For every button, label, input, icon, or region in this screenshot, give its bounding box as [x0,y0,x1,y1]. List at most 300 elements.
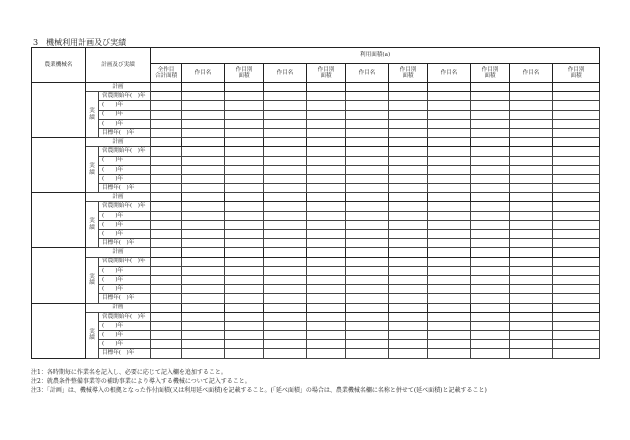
crop-area-cell[interactable] [553,257,600,266]
crop-name-cell[interactable] [346,248,389,257]
crop-area-cell[interactable] [307,349,346,358]
crop-area-cell[interactable] [553,331,600,340]
crop-area-cell[interactable] [471,156,510,165]
crop-area-cell[interactable] [471,101,510,110]
crop-name-cell[interactable] [182,340,225,349]
crop-area-cell[interactable] [307,174,346,183]
crop-area-cell[interactable] [307,110,346,119]
crop-name-cell[interactable] [346,101,389,110]
machine-name-cell[interactable] [32,303,86,358]
crop-area-cell[interactable] [471,138,510,147]
machine-name-cell[interactable] [32,138,86,193]
crop-name-cell[interactable] [264,230,307,239]
crop-area-cell[interactable] [225,349,264,358]
crop-name-cell[interactable] [346,83,389,92]
crop-area-cell[interactable] [389,92,428,101]
crop-area-cell[interactable] [553,303,600,312]
crop-area-cell[interactable] [389,83,428,92]
crop-area-cell[interactable] [389,211,428,220]
crop-name-cell[interactable] [428,349,471,358]
crop-name-cell[interactable] [510,321,553,330]
crop-name-cell[interactable] [346,211,389,220]
crop-area-cell[interactable] [225,138,264,147]
crop-name-cell[interactable] [264,257,307,266]
total-area-cell[interactable] [151,147,182,156]
crop-area-cell[interactable] [225,119,264,128]
crop-name-cell[interactable] [182,211,225,220]
crop-name-cell[interactable] [264,101,307,110]
crop-area-cell[interactable] [307,119,346,128]
crop-area-cell[interactable] [471,202,510,211]
crop-name-cell[interactable] [182,312,225,321]
crop-area-cell[interactable] [553,321,600,330]
total-area-cell[interactable] [151,321,182,330]
crop-area-cell[interactable] [389,303,428,312]
crop-name-cell[interactable] [346,321,389,330]
crop-name-cell[interactable] [428,266,471,275]
crop-name-cell[interactable] [182,303,225,312]
crop-area-cell[interactable] [389,239,428,248]
crop-area-cell[interactable] [225,202,264,211]
crop-name-cell[interactable] [510,340,553,349]
crop-area-cell[interactable] [471,128,510,137]
crop-name-cell[interactable] [182,165,225,174]
crop-area-cell[interactable] [307,220,346,229]
crop-name-cell[interactable] [264,266,307,275]
crop-name-cell[interactable] [264,119,307,128]
crop-name-cell[interactable] [510,110,553,119]
crop-name-cell[interactable] [428,303,471,312]
crop-area-cell[interactable] [389,312,428,321]
crop-area-cell[interactable] [471,349,510,358]
total-area-cell[interactable] [151,257,182,266]
crop-area-cell[interactable] [471,275,510,284]
crop-name-cell[interactable] [428,275,471,284]
total-area-cell[interactable] [151,230,182,239]
crop-area-cell[interactable] [471,239,510,248]
crop-name-cell[interactable] [428,340,471,349]
crop-name-cell[interactable] [346,174,389,183]
crop-name-cell[interactable] [346,257,389,266]
crop-area-cell[interactable] [471,165,510,174]
crop-name-cell[interactable] [510,147,553,156]
crop-area-cell[interactable] [389,147,428,156]
crop-name-cell[interactable] [264,193,307,202]
crop-area-cell[interactable] [389,340,428,349]
crop-name-cell[interactable] [510,193,553,202]
crop-name-cell[interactable] [510,294,553,303]
crop-name-cell[interactable] [428,128,471,137]
crop-area-cell[interactable] [307,101,346,110]
total-area-cell[interactable] [151,174,182,183]
crop-name-cell[interactable] [510,257,553,266]
crop-area-cell[interactable] [471,92,510,101]
crop-name-cell[interactable] [264,220,307,229]
crop-area-cell[interactable] [553,174,600,183]
crop-area-cell[interactable] [471,147,510,156]
crop-area-cell[interactable] [553,128,600,137]
crop-area-cell[interactable] [225,110,264,119]
crop-name-cell[interactable] [182,156,225,165]
crop-area-cell[interactable] [471,340,510,349]
crop-name-cell[interactable] [182,147,225,156]
crop-area-cell[interactable] [225,101,264,110]
crop-area-cell[interactable] [471,257,510,266]
crop-name-cell[interactable] [182,184,225,193]
total-area-cell[interactable] [151,92,182,101]
crop-name-cell[interactable] [346,92,389,101]
crop-area-cell[interactable] [225,294,264,303]
crop-area-cell[interactable] [471,119,510,128]
crop-area-cell[interactable] [389,101,428,110]
crop-area-cell[interactable] [553,92,600,101]
crop-name-cell[interactable] [428,312,471,321]
crop-name-cell[interactable] [346,294,389,303]
crop-name-cell[interactable] [428,220,471,229]
crop-name-cell[interactable] [264,349,307,358]
crop-area-cell[interactable] [307,266,346,275]
crop-area-cell[interactable] [389,349,428,358]
crop-area-cell[interactable] [307,321,346,330]
crop-name-cell[interactable] [510,312,553,321]
crop-area-cell[interactable] [225,174,264,183]
crop-name-cell[interactable] [264,128,307,137]
crop-area-cell[interactable] [307,248,346,257]
total-area-cell[interactable] [151,110,182,119]
crop-name-cell[interactable] [428,147,471,156]
crop-name-cell[interactable] [510,220,553,229]
crop-area-cell[interactable] [553,101,600,110]
crop-area-cell[interactable] [389,257,428,266]
crop-area-cell[interactable] [471,184,510,193]
crop-name-cell[interactable] [510,101,553,110]
crop-name-cell[interactable] [264,312,307,321]
total-area-cell[interactable] [151,101,182,110]
total-area-cell[interactable] [151,193,182,202]
crop-area-cell[interactable] [553,220,600,229]
crop-area-cell[interactable] [225,257,264,266]
total-area-cell[interactable] [151,211,182,220]
crop-name-cell[interactable] [346,184,389,193]
crop-area-cell[interactable] [225,220,264,229]
total-area-cell[interactable] [151,248,182,257]
crop-area-cell[interactable] [471,285,510,294]
crop-area-cell[interactable] [389,138,428,147]
crop-name-cell[interactable] [510,92,553,101]
crop-name-cell[interactable] [264,340,307,349]
total-area-cell[interactable] [151,220,182,229]
crop-name-cell[interactable] [510,119,553,128]
crop-area-cell[interactable] [553,285,600,294]
crop-area-cell[interactable] [307,211,346,220]
crop-name-cell[interactable] [346,230,389,239]
crop-area-cell[interactable] [389,184,428,193]
total-area-cell[interactable] [151,138,182,147]
crop-area-cell[interactable] [471,312,510,321]
crop-area-cell[interactable] [225,156,264,165]
crop-name-cell[interactable] [182,110,225,119]
crop-area-cell[interactable] [389,174,428,183]
crop-name-cell[interactable] [428,211,471,220]
crop-area-cell[interactable] [307,340,346,349]
crop-name-cell[interactable] [264,248,307,257]
total-area-cell[interactable] [151,239,182,248]
crop-area-cell[interactable] [553,119,600,128]
crop-name-cell[interactable] [428,257,471,266]
crop-name-cell[interactable] [510,128,553,137]
crop-name-cell[interactable] [346,266,389,275]
total-area-cell[interactable] [151,285,182,294]
crop-name-cell[interactable] [182,101,225,110]
crop-area-cell[interactable] [307,83,346,92]
crop-area-cell[interactable] [307,147,346,156]
crop-name-cell[interactable] [510,331,553,340]
crop-name-cell[interactable] [182,294,225,303]
crop-area-cell[interactable] [553,202,600,211]
crop-area-cell[interactable] [553,184,600,193]
crop-area-cell[interactable] [471,321,510,330]
crop-name-cell[interactable] [510,285,553,294]
crop-name-cell[interactable] [182,275,225,284]
crop-name-cell[interactable] [182,128,225,137]
total-area-cell[interactable] [151,119,182,128]
crop-name-cell[interactable] [264,92,307,101]
crop-area-cell[interactable] [225,340,264,349]
total-area-cell[interactable] [151,303,182,312]
machine-name-cell[interactable] [32,83,86,138]
crop-area-cell[interactable] [553,211,600,220]
crop-name-cell[interactable] [182,138,225,147]
crop-area-cell[interactable] [553,230,600,239]
crop-area-cell[interactable] [225,211,264,220]
crop-area-cell[interactable] [389,285,428,294]
crop-area-cell[interactable] [225,239,264,248]
crop-area-cell[interactable] [553,110,600,119]
crop-name-cell[interactable] [264,156,307,165]
crop-area-cell[interactable] [553,275,600,284]
crop-area-cell[interactable] [553,156,600,165]
crop-area-cell[interactable] [389,165,428,174]
crop-name-cell[interactable] [428,156,471,165]
crop-area-cell[interactable] [307,257,346,266]
crop-area-cell[interactable] [307,138,346,147]
crop-name-cell[interactable] [428,230,471,239]
crop-name-cell[interactable] [346,147,389,156]
crop-area-cell[interactable] [307,128,346,137]
crop-name-cell[interactable] [264,275,307,284]
total-area-cell[interactable] [151,266,182,275]
total-area-cell[interactable] [151,294,182,303]
crop-name-cell[interactable] [428,248,471,257]
crop-name-cell[interactable] [510,211,553,220]
crop-area-cell[interactable] [307,202,346,211]
crop-name-cell[interactable] [182,174,225,183]
total-area-cell[interactable] [151,165,182,174]
crop-name-cell[interactable] [346,349,389,358]
total-area-cell[interactable] [151,202,182,211]
crop-name-cell[interactable] [346,340,389,349]
total-area-cell[interactable] [151,83,182,92]
crop-name-cell[interactable] [182,230,225,239]
total-area-cell[interactable] [151,128,182,137]
crop-name-cell[interactable] [346,331,389,340]
machine-name-cell[interactable] [32,248,86,303]
crop-name-cell[interactable] [428,294,471,303]
crop-name-cell[interactable] [264,239,307,248]
crop-area-cell[interactable] [307,184,346,193]
crop-area-cell[interactable] [225,303,264,312]
crop-name-cell[interactable] [264,83,307,92]
crop-area-cell[interactable] [389,294,428,303]
crop-name-cell[interactable] [182,83,225,92]
total-area-cell[interactable] [151,331,182,340]
crop-name-cell[interactable] [264,184,307,193]
crop-area-cell[interactable] [389,275,428,284]
crop-area-cell[interactable] [471,211,510,220]
crop-area-cell[interactable] [471,294,510,303]
crop-area-cell[interactable] [389,331,428,340]
crop-area-cell[interactable] [307,294,346,303]
crop-name-cell[interactable] [510,239,553,248]
crop-area-cell[interactable] [471,230,510,239]
crop-area-cell[interactable] [471,266,510,275]
total-area-cell[interactable] [151,275,182,284]
crop-area-cell[interactable] [389,128,428,137]
crop-area-cell[interactable] [553,294,600,303]
crop-name-cell[interactable] [510,156,553,165]
crop-name-cell[interactable] [346,128,389,137]
crop-name-cell[interactable] [510,303,553,312]
crop-name-cell[interactable] [346,193,389,202]
crop-area-cell[interactable] [553,193,600,202]
crop-area-cell[interactable] [553,248,600,257]
crop-name-cell[interactable] [346,138,389,147]
crop-name-cell[interactable] [264,331,307,340]
total-area-cell[interactable] [151,156,182,165]
crop-area-cell[interactable] [389,202,428,211]
crop-name-cell[interactable] [346,275,389,284]
crop-name-cell[interactable] [264,174,307,183]
crop-area-cell[interactable] [389,230,428,239]
crop-area-cell[interactable] [225,184,264,193]
crop-name-cell[interactable] [346,239,389,248]
crop-name-cell[interactable] [182,266,225,275]
crop-name-cell[interactable] [182,285,225,294]
crop-area-cell[interactable] [389,266,428,275]
crop-area-cell[interactable] [225,321,264,330]
crop-name-cell[interactable] [182,239,225,248]
crop-name-cell[interactable] [346,165,389,174]
crop-name-cell[interactable] [510,174,553,183]
crop-name-cell[interactable] [182,193,225,202]
crop-area-cell[interactable] [307,275,346,284]
crop-name-cell[interactable] [510,165,553,174]
crop-name-cell[interactable] [428,119,471,128]
crop-name-cell[interactable] [346,312,389,321]
crop-area-cell[interactable] [471,193,510,202]
crop-area-cell[interactable] [225,230,264,239]
crop-name-cell[interactable] [264,147,307,156]
crop-name-cell[interactable] [428,165,471,174]
crop-area-cell[interactable] [389,119,428,128]
total-area-cell[interactable] [151,349,182,358]
crop-name-cell[interactable] [510,266,553,275]
crop-name-cell[interactable] [428,285,471,294]
crop-name-cell[interactable] [510,202,553,211]
crop-area-cell[interactable] [389,321,428,330]
crop-area-cell[interactable] [471,220,510,229]
crop-area-cell[interactable] [307,285,346,294]
crop-area-cell[interactable] [307,303,346,312]
crop-area-cell[interactable] [307,331,346,340]
crop-area-cell[interactable] [471,83,510,92]
crop-area-cell[interactable] [389,248,428,257]
crop-area-cell[interactable] [389,193,428,202]
crop-name-cell[interactable] [428,331,471,340]
crop-name-cell[interactable] [428,193,471,202]
crop-area-cell[interactable] [225,248,264,257]
crop-area-cell[interactable] [225,128,264,137]
crop-area-cell[interactable] [553,340,600,349]
crop-name-cell[interactable] [510,138,553,147]
crop-name-cell[interactable] [428,138,471,147]
crop-area-cell[interactable] [471,248,510,257]
crop-area-cell[interactable] [471,303,510,312]
crop-name-cell[interactable] [346,156,389,165]
crop-name-cell[interactable] [510,184,553,193]
crop-area-cell[interactable] [225,312,264,321]
crop-area-cell[interactable] [225,275,264,284]
crop-name-cell[interactable] [510,83,553,92]
crop-name-cell[interactable] [510,275,553,284]
crop-name-cell[interactable] [428,202,471,211]
crop-area-cell[interactable] [553,138,600,147]
crop-name-cell[interactable] [182,92,225,101]
crop-name-cell[interactable] [182,202,225,211]
crop-area-cell[interactable] [471,331,510,340]
crop-name-cell[interactable] [428,110,471,119]
crop-area-cell[interactable] [553,147,600,156]
crop-area-cell[interactable] [307,92,346,101]
machine-name-cell[interactable] [32,193,86,248]
crop-name-cell[interactable] [346,119,389,128]
crop-name-cell[interactable] [264,211,307,220]
crop-name-cell[interactable] [182,248,225,257]
crop-name-cell[interactable] [264,294,307,303]
crop-name-cell[interactable] [510,248,553,257]
crop-name-cell[interactable] [182,331,225,340]
crop-area-cell[interactable] [307,156,346,165]
crop-name-cell[interactable] [182,220,225,229]
crop-area-cell[interactable] [389,110,428,119]
crop-name-cell[interactable] [346,220,389,229]
crop-name-cell[interactable] [428,321,471,330]
crop-area-cell[interactable] [307,239,346,248]
crop-area-cell[interactable] [307,165,346,174]
crop-name-cell[interactable] [510,349,553,358]
total-area-cell[interactable] [151,340,182,349]
crop-name-cell[interactable] [346,285,389,294]
crop-area-cell[interactable] [471,110,510,119]
crop-name-cell[interactable] [428,239,471,248]
total-area-cell[interactable] [151,184,182,193]
crop-name-cell[interactable] [346,110,389,119]
total-area-cell[interactable] [151,312,182,321]
crop-name-cell[interactable] [182,349,225,358]
crop-name-cell[interactable] [428,83,471,92]
crop-area-cell[interactable] [225,92,264,101]
crop-area-cell[interactable] [553,312,600,321]
